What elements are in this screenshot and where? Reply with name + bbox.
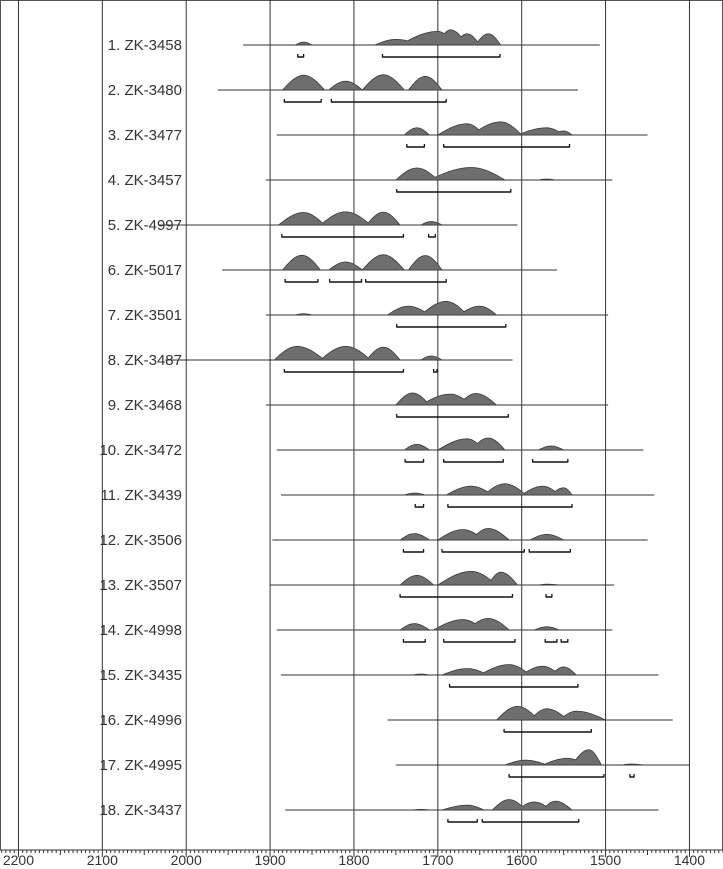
range-bracket	[282, 234, 404, 238]
range-bracket	[403, 549, 423, 553]
sample-row	[99, 571, 614, 597]
sample-label: 7. ZK-3501	[107, 307, 182, 324]
range-bracket	[331, 99, 446, 103]
sample-label: 4. ZK-3457	[107, 172, 182, 189]
range-bracket	[546, 594, 552, 598]
sample-row	[99, 706, 672, 732]
sample-row	[99, 618, 612, 642]
range-bracket	[442, 549, 524, 553]
x-axis	[0, 850, 723, 868]
x-tick-label: 1700	[422, 852, 454, 868]
range-bracket	[284, 369, 403, 373]
probability-curve	[273, 528, 648, 540]
x-tick-label: 2200	[2, 852, 35, 868]
sample-row	[108, 301, 608, 327]
sample-row	[99, 438, 643, 463]
sample-label: 8. ZK-3487	[107, 352, 182, 369]
range-bracket	[448, 504, 572, 508]
x-tick-label: 1500	[589, 852, 622, 868]
probability-curve	[277, 438, 644, 450]
probability-curve	[165, 346, 512, 360]
range-bracket	[366, 279, 447, 283]
probability-curve	[266, 168, 612, 180]
sample-row	[108, 255, 557, 283]
probability-curve	[243, 30, 599, 45]
probability-curve	[159, 212, 517, 225]
range-bracket	[450, 684, 578, 688]
range-bracket	[529, 549, 570, 553]
sample-label: 12. ZK-3506	[99, 532, 182, 549]
range-bracket	[630, 774, 634, 778]
sample-row	[99, 528, 647, 552]
range-bracket	[561, 639, 568, 643]
range-bracket	[434, 369, 437, 373]
range-bracket	[397, 414, 509, 418]
sample-row	[108, 122, 648, 148]
probability-curve	[396, 750, 690, 765]
sample-label: 2. ZK-3480	[107, 82, 182, 99]
x-tick-label: 1400	[673, 852, 706, 868]
range-bracket	[405, 459, 423, 463]
sample-label: 3. ZK-3477	[107, 127, 182, 144]
probability-curve	[281, 484, 654, 495]
sample-row	[99, 750, 689, 778]
range-bracket	[504, 729, 591, 733]
probability-curve	[285, 800, 658, 810]
range-bracket	[382, 54, 499, 58]
range-bracket	[415, 504, 423, 508]
x-tick-label: 1600	[506, 852, 538, 868]
probability-curve	[277, 618, 613, 630]
range-bracket	[545, 639, 557, 643]
sample-row	[108, 346, 513, 372]
sample-label: 13. ZK-3507	[99, 577, 182, 594]
sample-label: 9. ZK-3468	[107, 397, 182, 414]
sample-label: 1. ZK-3458	[107, 37, 182, 54]
sample-label: 10. ZK-3472	[99, 442, 182, 459]
range-bracket	[444, 459, 504, 463]
range-bracket	[397, 324, 506, 328]
range-bracket	[444, 144, 570, 148]
range-bracket	[448, 819, 477, 823]
range-bracket	[429, 234, 436, 238]
range-bracket	[397, 189, 511, 193]
sample-row	[108, 212, 518, 238]
x-tick-label: 2100	[86, 852, 118, 868]
probability-curve	[270, 571, 614, 585]
sample-row	[99, 800, 658, 823]
sample-row	[108, 75, 578, 103]
sample-label: 18. ZK-3437	[99, 802, 182, 819]
sample-label: 16. ZK-4996	[99, 712, 182, 729]
sample-row	[101, 484, 655, 508]
sample-label: 14. ZK-4998	[99, 622, 182, 639]
sample-label: 11. ZK-3439	[100, 487, 182, 504]
sample-label: 6. ZK-5017	[107, 262, 182, 279]
probability-curve	[266, 301, 608, 315]
range-bracket	[400, 594, 512, 598]
probability-curve	[388, 706, 673, 720]
probability-curve	[218, 75, 578, 90]
probability-curve	[266, 393, 608, 405]
x-tick-label: 1800	[338, 852, 370, 868]
plot-area	[99, 30, 689, 823]
sample-label: 15. ZK-3435	[99, 667, 182, 684]
sample-label: 17. ZK-4995	[99, 757, 182, 774]
range-bracket	[482, 819, 578, 823]
range-bracket	[407, 144, 425, 148]
range-bracket	[298, 54, 304, 58]
range-bracket	[533, 459, 568, 463]
range-bracket	[285, 279, 318, 283]
x-tick-label: 2000	[170, 852, 202, 868]
x-tick-label: 1900	[254, 852, 286, 868]
range-bracket	[284, 99, 321, 103]
sample-row	[108, 393, 608, 418]
range-bracket	[403, 639, 425, 643]
sample-label: 5. ZK-4997	[107, 217, 182, 234]
sample-row	[99, 665, 658, 688]
sample-row	[108, 168, 613, 193]
probability-curve	[281, 665, 658, 675]
range-bracket	[509, 774, 604, 778]
probability-curve	[222, 255, 557, 270]
probability-curve	[277, 122, 648, 135]
range-bracket	[444, 639, 515, 643]
range-bracket	[330, 279, 362, 283]
